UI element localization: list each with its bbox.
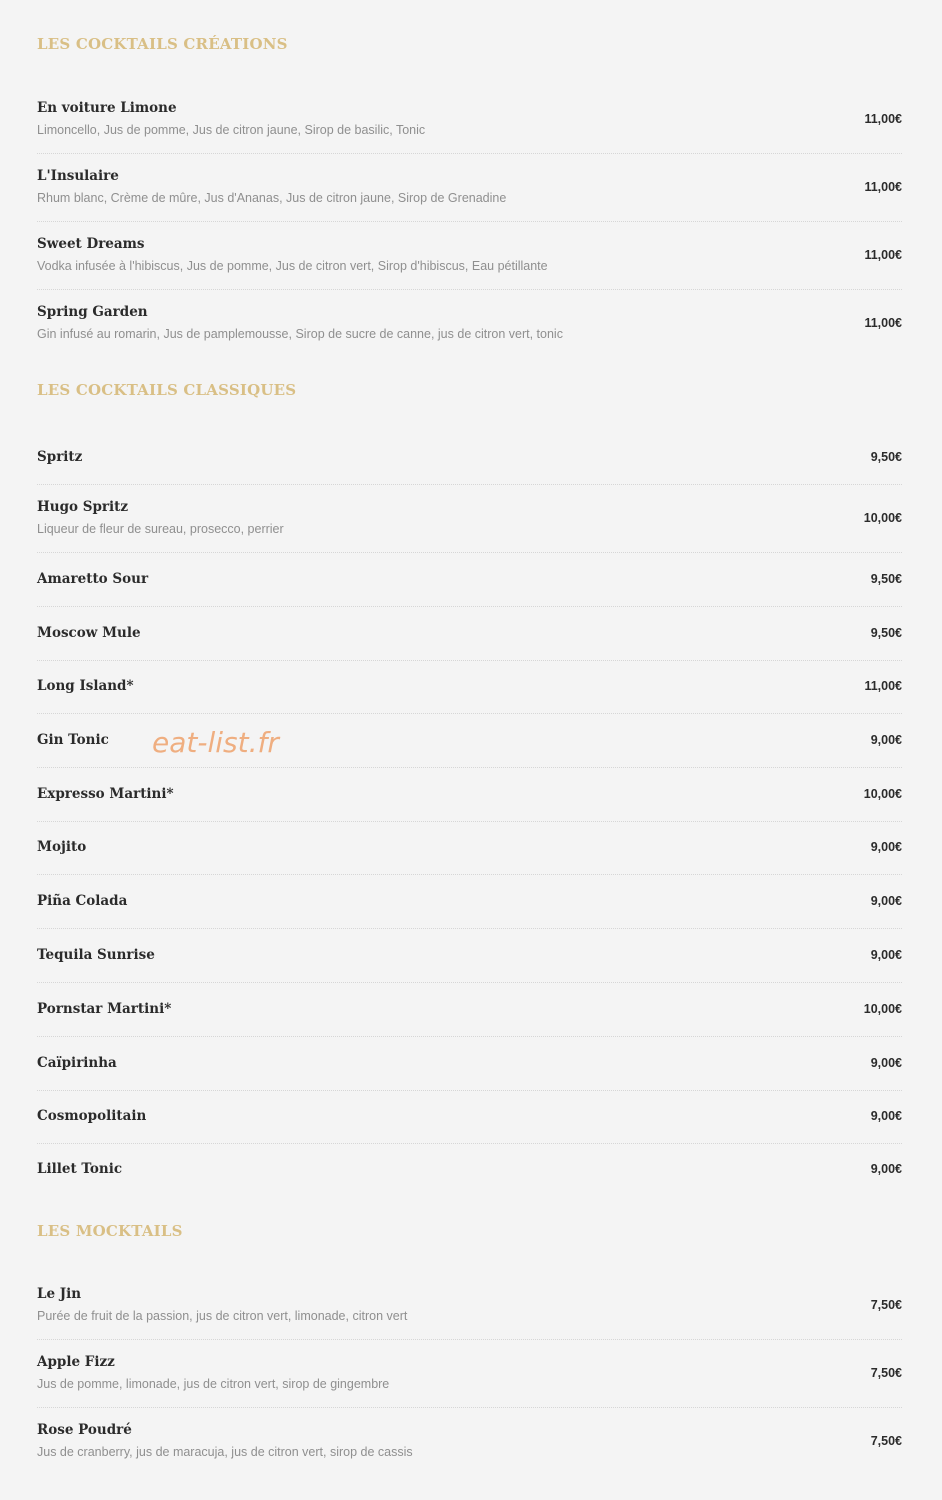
menu-item: [37, 661, 902, 714]
item-name: Spritz: [37, 449, 83, 465]
item-name: Pornstar Martini*: [37, 1001, 172, 1017]
item-name: Amaretto Sour: [37, 571, 149, 587]
item-description: Purée de fruit de la passion, jus de citron vert, limonade, citron vert: [37, 1309, 408, 1323]
item-name: Gin Tonic: [37, 732, 109, 748]
section-title-mocktails: LES MOCKTAILS: [37, 1222, 183, 1240]
item-price: 11,00€: [864, 248, 902, 262]
menu-item: [37, 1408, 902, 1475]
item-price: 10,00€: [863, 511, 902, 525]
item-price: 9,00€: [870, 1162, 902, 1176]
menu-item: [37, 1144, 902, 1197]
item-name: Long Island*: [37, 678, 134, 694]
item-description: Vodka infusée à l'hibiscus, Jus de pomme, Jus de citron vert, Sirop d'hibiscus, Eau pétillante: [37, 259, 548, 273]
item-name: Sweet Dreams: [37, 236, 145, 252]
item-price: 9,00€: [870, 733, 902, 747]
item-price: 10,00€: [863, 787, 902, 801]
item-description: Jus de cranberry, jus de maracuja, jus de citron vert, sirop de cassis: [37, 1445, 413, 1459]
item-price: 9,50€: [870, 626, 902, 640]
item-description: Gin infusé au romarin, Jus de pamplemousse, Sirop de sucre de canne, jus de citron vert, tonic: [37, 327, 563, 341]
item-name: Lillet Tonic: [37, 1161, 123, 1177]
item-name: Hugo Spritz: [37, 499, 129, 515]
item-price: 7,50€: [870, 1366, 902, 1380]
menu-item: [37, 983, 902, 1037]
item-price: 11,00€: [864, 180, 902, 194]
item-name: Moscow Mule: [37, 625, 141, 641]
item-name: L'Insulaire: [37, 168, 119, 184]
item-name: Caïpirinha: [37, 1055, 117, 1071]
item-name: En voiture Limone: [37, 100, 177, 116]
item-price: 9,00€: [870, 894, 902, 908]
item-name: Rose Poudré: [37, 1422, 132, 1438]
item-price: 9,00€: [870, 840, 902, 854]
menu-item: [37, 553, 902, 607]
item-price: 9,50€: [870, 450, 902, 464]
item-name: Tequila Sunrise: [37, 947, 155, 963]
item-name: Spring Garden: [37, 304, 148, 320]
section-title-creations: LES COCKTAILS CRÉATIONS: [37, 35, 288, 53]
item-name: Apple Fizz: [37, 1354, 115, 1370]
item-name: Mojito: [37, 839, 87, 855]
item-price: 7,50€: [870, 1434, 902, 1448]
menu-item: [37, 1091, 902, 1144]
item-price: 11,00€: [864, 316, 902, 330]
item-price: 9,00€: [870, 948, 902, 962]
item-description: Liqueur de fleur de sureau, prosecco, perrier: [37, 522, 284, 536]
menu-item: [37, 154, 902, 222]
item-price: 10,00€: [863, 1002, 902, 1016]
menu-item: [37, 222, 902, 290]
item-description: Rhum blanc, Crème de mûre, Jus d'Ananas, Jus de citron jaune, Sirop de Grenadine: [37, 191, 507, 205]
item-description: Limoncello, Jus de pomme, Jus de citron jaune, Sirop de basilic, Tonic: [37, 123, 426, 137]
menu-item: [37, 929, 902, 983]
item-name: Expresso Martini*: [37, 786, 174, 802]
menu-item: [37, 1340, 902, 1408]
item-name: Piña Colada: [37, 893, 128, 909]
item-name: Le Jin: [37, 1286, 82, 1302]
item-price: 9,00€: [870, 1109, 902, 1123]
menu-item: [37, 431, 902, 485]
menu-item: [37, 875, 902, 929]
menu-item: [37, 86, 902, 154]
menu-item: [37, 290, 902, 357]
item-price: 7,50€: [870, 1298, 902, 1312]
menu-item: [37, 1272, 902, 1340]
menu-item: [37, 822, 902, 875]
item-price: 9,50€: [870, 572, 902, 586]
menu-item: [37, 1037, 902, 1091]
item-price: 11,00€: [864, 112, 902, 126]
item-description: Jus de pomme, limonade, jus de citron vert, sirop de gingembre: [37, 1377, 390, 1391]
item-price: 11,00€: [864, 679, 902, 693]
item-name: Cosmopolitain: [37, 1108, 147, 1124]
item-price: 9,00€: [870, 1056, 902, 1070]
menu-item: [37, 485, 902, 553]
section-title-classiques: LES COCKTAILS CLASSIQUES: [37, 381, 297, 399]
watermark: eat-list.fr: [152, 726, 279, 759]
menu-item: [37, 607, 902, 661]
menu-item: [37, 768, 902, 822]
